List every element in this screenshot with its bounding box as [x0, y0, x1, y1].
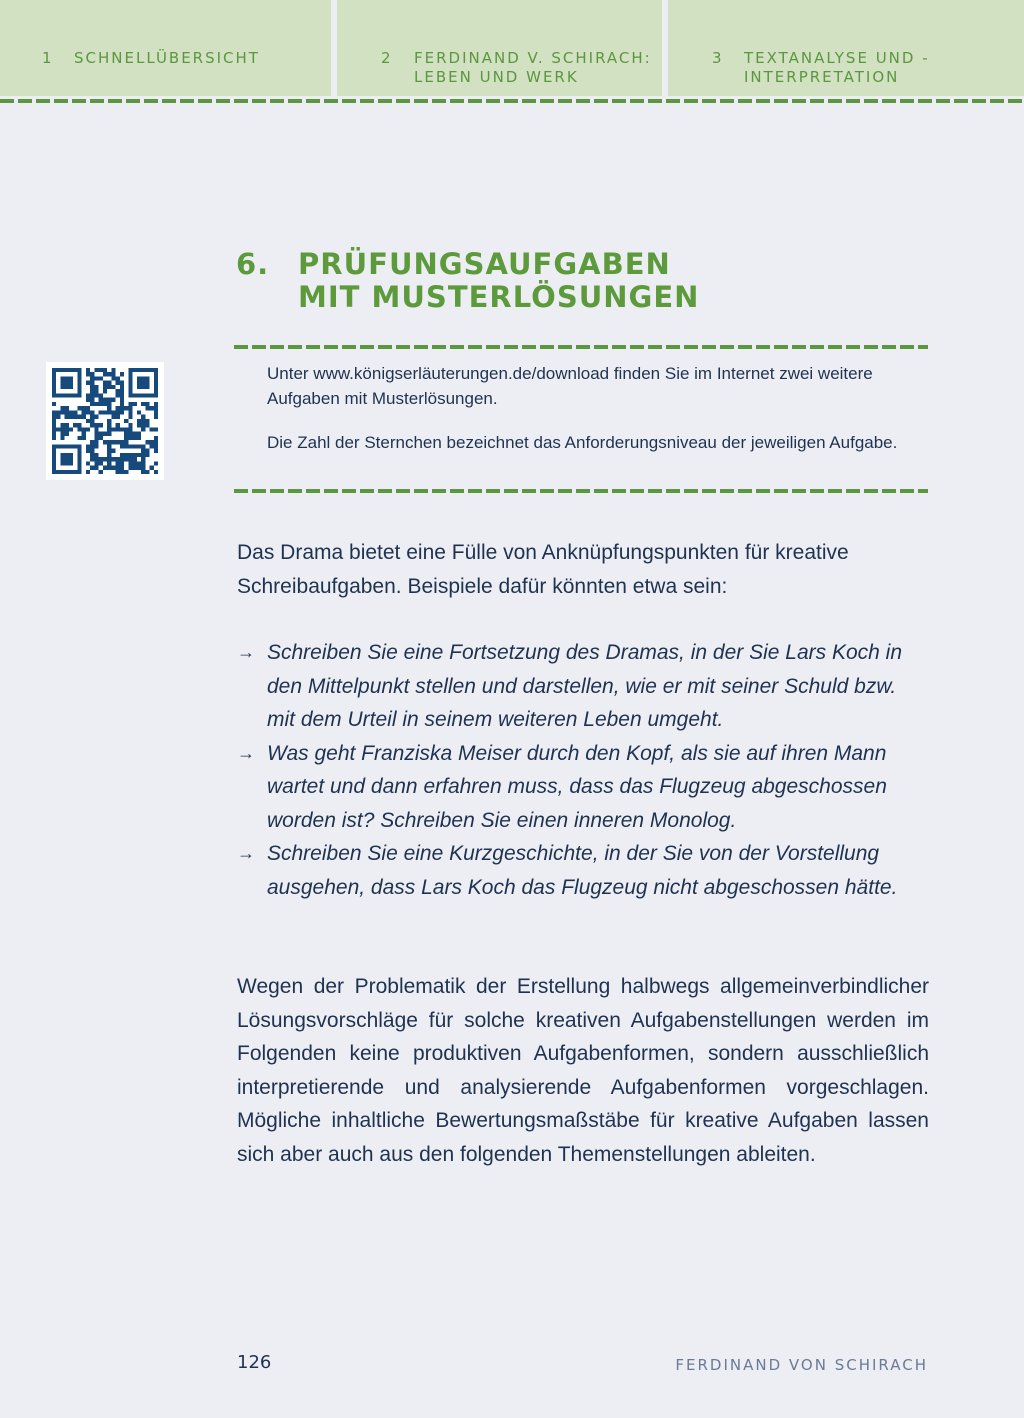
- arrow-right-icon: →: [237, 843, 255, 863]
- tab-textanalyse[interactable]: [668, 0, 1024, 96]
- info-download-text: Unter www.königserläuterungen.de/download finden Sie im Internet zwei weitere Aufgaben mit Musterlösungen.: [267, 364, 873, 408]
- page-number: 126: [237, 1352, 272, 1373]
- running-title: FERDINAND VON SCHIRACH: [675, 1356, 928, 1374]
- list-item: → Schreiben Sie eine Kurzgeschichte, in der Sie von der Vorstellung ausgehen, dass Lars Koch das Flugzeug nicht abgeschossen hätte.: [237, 837, 929, 904]
- info-stars-text: Die Zahl der Sternchen bezeichnet das Anforderungsniveau der jeweiligen Aufgabe.: [267, 433, 898, 452]
- tab-label: SCHNELLÜBERSICHT: [74, 49, 260, 67]
- list-item: → Was geht Franziska Meiser durch den Kopf, als sie auf ihren Mann wartet und dann erfahren muss, dass das Flugzeug abgeschossen worden ist? Schreiben Sie einen inneren Monolog.: [237, 737, 929, 838]
- qr-code-icon[interactable]: [46, 362, 164, 480]
- chapter-tabs: [0, 0, 1024, 96]
- arrow-right-icon: →: [237, 642, 255, 662]
- body-paragraph: Wegen der Problematik der Erstellung halbwegs allgemeinverbindlicher Lösungsvorschläge für solche kreativen Aufgabenstellungen werden im Folgenden keine produktiven Aufgabenformen, sondern ausschließlich interpretierende und analysierende Aufgabenformen vorgeschlagen. Mögliche inhaltliche Bewertungsmaßstäbe für kreative Aufgaben lassen sich aber auch aus den folgenden Themenstellungen ableiten.: [237, 975, 929, 1166]
- tab-label: TEXTANALYSE UND -INTERPRETATION: [744, 49, 930, 86]
- tab-schnelluebersicht[interactable]: [0, 0, 331, 96]
- chapter-number: 6.: [236, 247, 270, 281]
- intro-paragraph: Das Drama bietet eine Fülle von Anknüpfungspunkten für kreative Schreibaufgaben. Beispiele dafür könnten etwa sein:: [237, 541, 849, 598]
- chapter-heading: PRÜFUNGSAUFGABEN MIT MUSTERLÖSUNGEN: [298, 247, 700, 314]
- tab-number: 2: [381, 49, 393, 67]
- task-list: [237, 636, 929, 904]
- info-box: [267, 361, 927, 474]
- tab-number: 3: [712, 49, 724, 67]
- arrow-right-icon: →: [237, 742, 255, 763]
- tab-number: 1: [42, 49, 54, 67]
- tab-label: FERDINAND V. SCHIRACH: LEBEN UND WERK: [414, 49, 652, 86]
- tab-leben-und-werk[interactable]: [337, 0, 662, 96]
- info-divider-bottom: [234, 489, 928, 493]
- info-divider-top: [234, 345, 928, 349]
- list-item: → Schreiben Sie eine Fortsetzung des Dramas, in der Sie Lars Koch in den Mittelpunkt stellen und darstellen, wie er mit seiner Schuld bzw. mit dem Urteil in seinem weiteren Leben umgeht.: [237, 636, 929, 737]
- header-divider: [0, 99, 1024, 103]
